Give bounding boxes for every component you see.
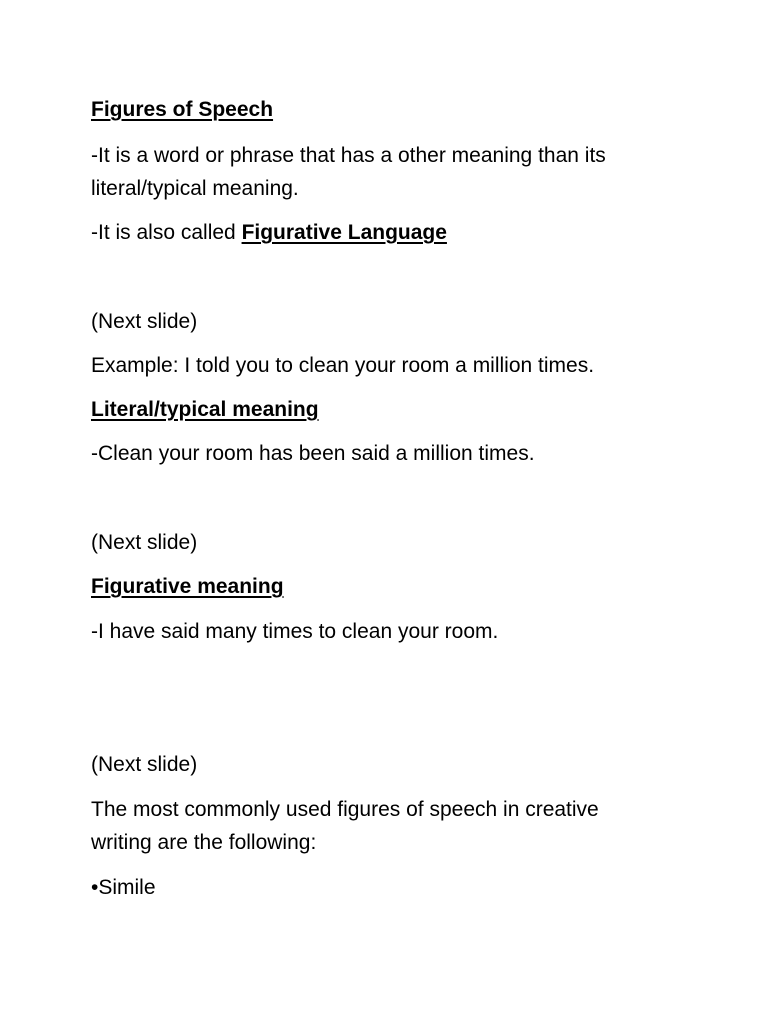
page-title: Figures of Speech: [91, 98, 274, 121]
next-slide-label-1: (Next slide): [91, 310, 198, 333]
literal-heading: Literal/typical meaning: [91, 398, 319, 421]
list-item-simile: •Simile: [91, 876, 156, 899]
figurative-heading: Figurative meaning: [91, 575, 284, 598]
common-figures-line-1: The most commonly used figures of speech in creative: [91, 798, 599, 821]
also-called-term: Figurative Language: [241, 221, 447, 244]
next-slide-label-3: (Next slide): [91, 753, 198, 776]
literal-text: -Clean your room has been said a million times.: [91, 442, 535, 465]
example-line: Example: I told you to clean your room a million times.: [91, 354, 595, 377]
also-called-line: [91, 218, 447, 248]
figurative-text: -I have said many times to clean your room.: [91, 620, 499, 643]
definition-line-1: -It is a word or phrase that has a other meaning than its: [91, 144, 606, 167]
also-called-prefix: -It is also called: [91, 221, 242, 244]
next-slide-label-2: (Next slide): [91, 531, 198, 554]
common-figures-line-2: writing are the following:: [91, 831, 317, 854]
definition-line-2: literal/typical meaning.: [91, 177, 299, 200]
